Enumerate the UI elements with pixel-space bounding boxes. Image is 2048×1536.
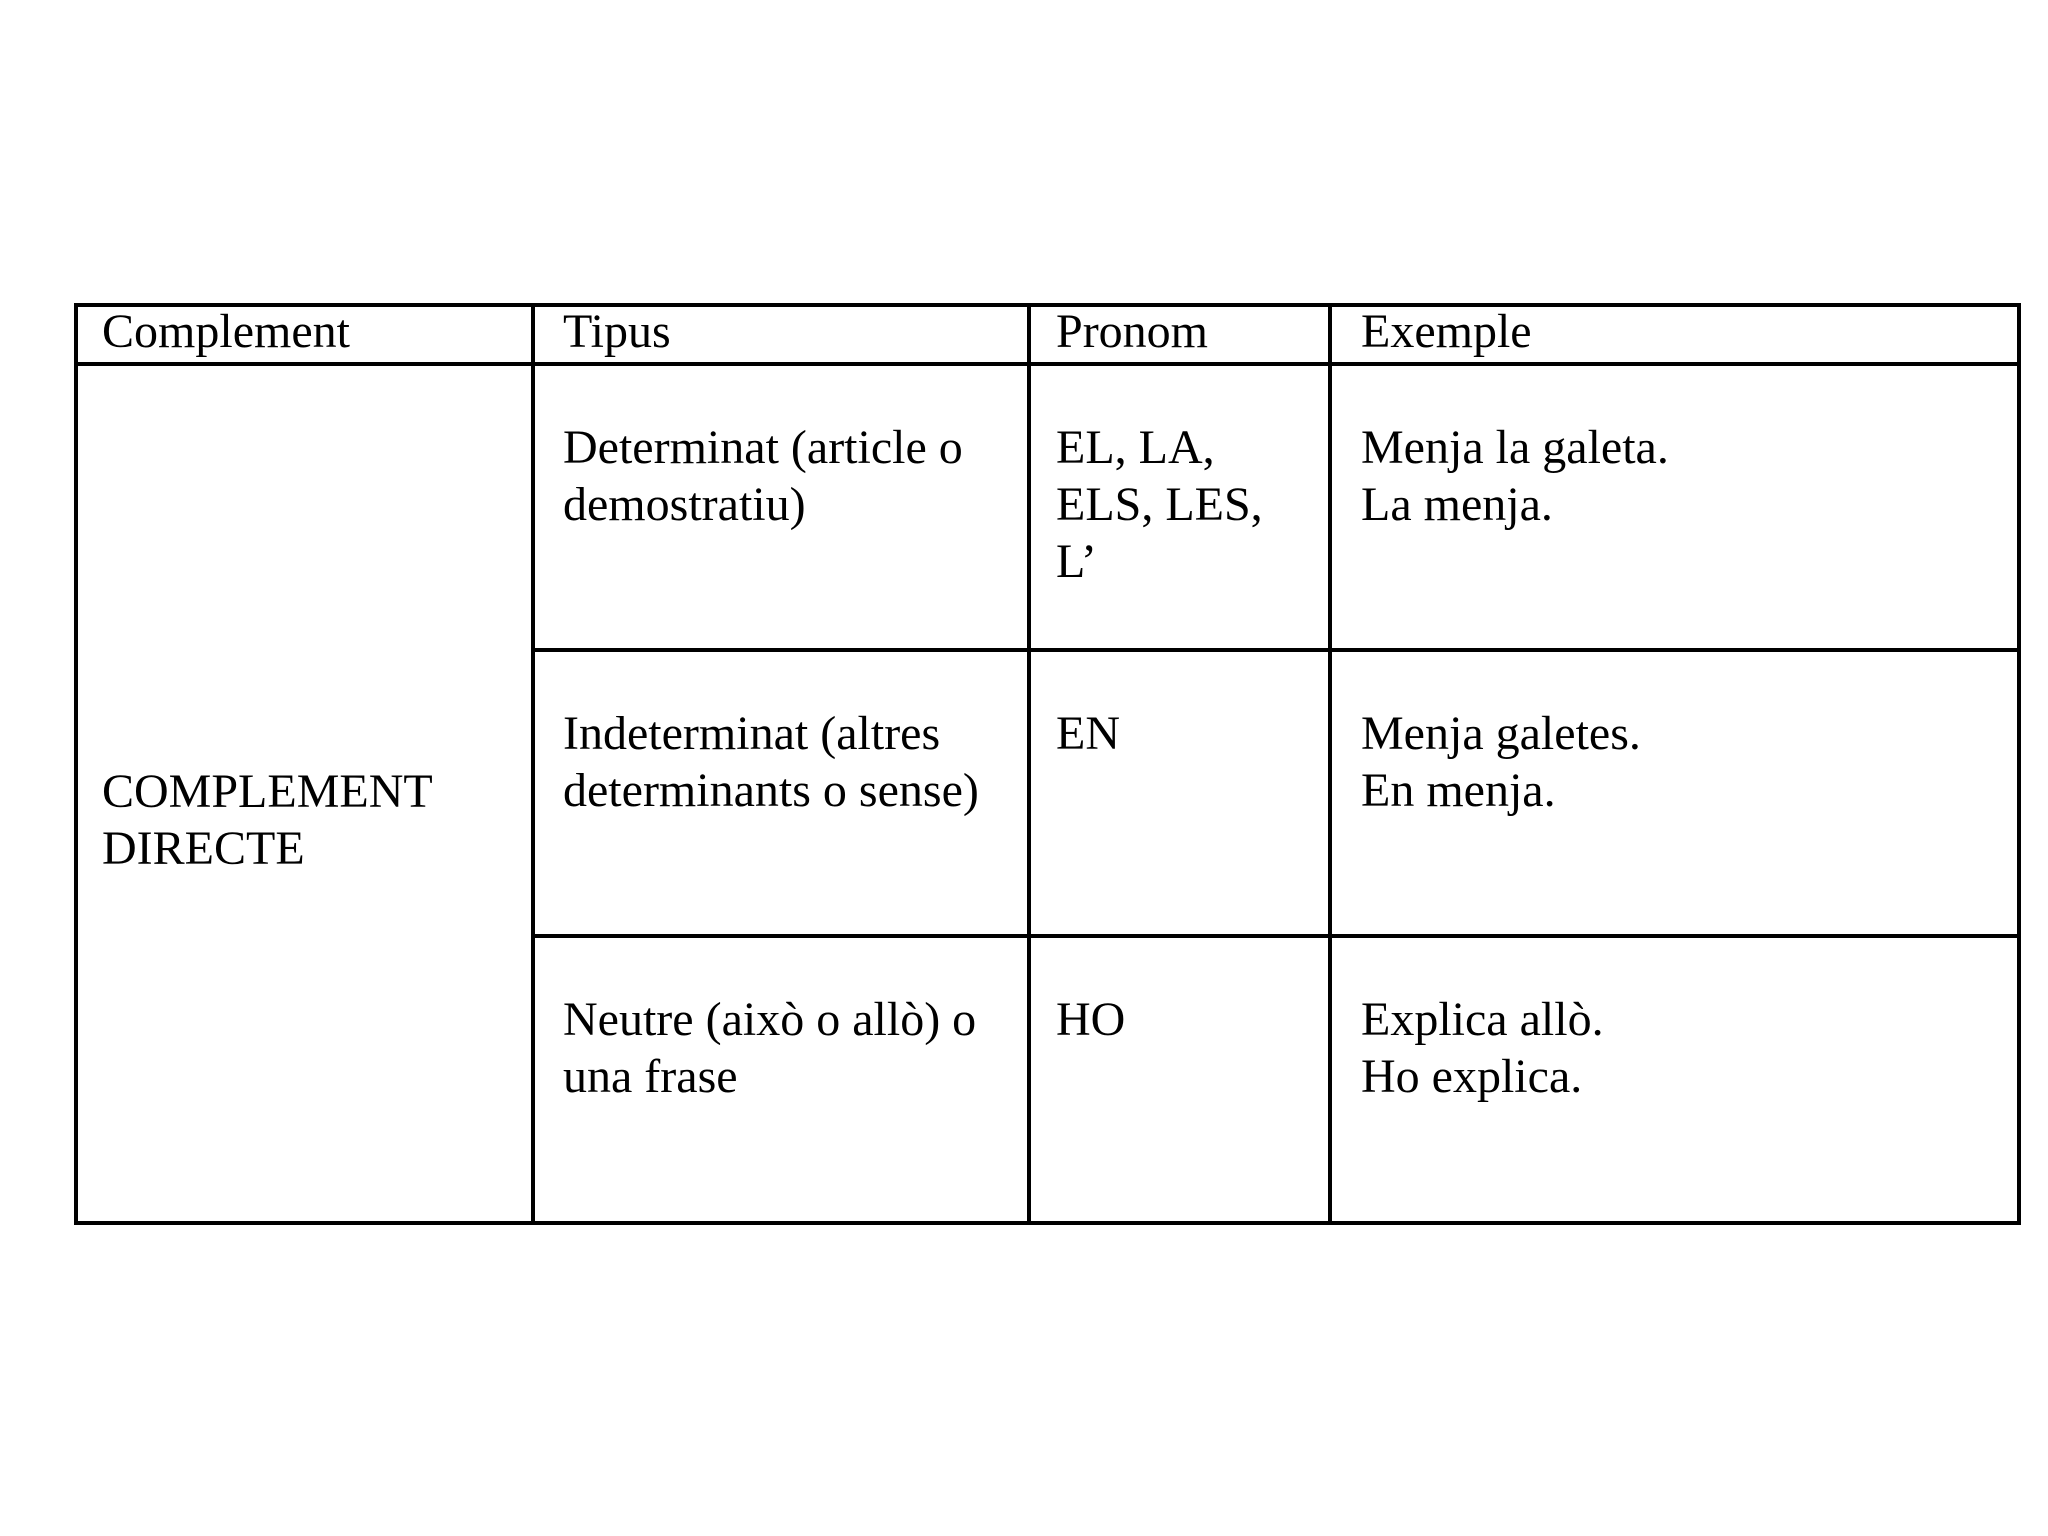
header-complement: Complement bbox=[76, 305, 533, 364]
table-header-row bbox=[76, 305, 2019, 364]
exemple-cell: Menja galetes. En menja. bbox=[1330, 650, 2019, 936]
complement-pronoun-table bbox=[74, 303, 2021, 1225]
pronom-cell: EN bbox=[1029, 650, 1330, 936]
tipus-cell: Determinat (article o demostratiu) bbox=[533, 364, 1029, 650]
table-row bbox=[76, 364, 2019, 650]
pronom-cell: HO bbox=[1029, 936, 1330, 1223]
exemple-cell: Explica allò. Ho explica. bbox=[1330, 936, 2019, 1223]
header-pronom: Pronom bbox=[1029, 305, 1330, 364]
complement-type-cell: COMPLEMENT DIRECTE bbox=[76, 364, 533, 1223]
tipus-cell: Indeterminat (altres determinants o sense) bbox=[533, 650, 1029, 936]
tipus-cell: Neutre (això o allò) o una frase bbox=[533, 936, 1029, 1223]
exemple-cell: Menja la galeta. La menja. bbox=[1330, 364, 2019, 650]
header-exemple: Exemple bbox=[1330, 305, 2019, 364]
header-tipus: Tipus bbox=[533, 305, 1029, 364]
pronom-cell: EL, LA, ELS, LES, L’ bbox=[1029, 364, 1330, 650]
